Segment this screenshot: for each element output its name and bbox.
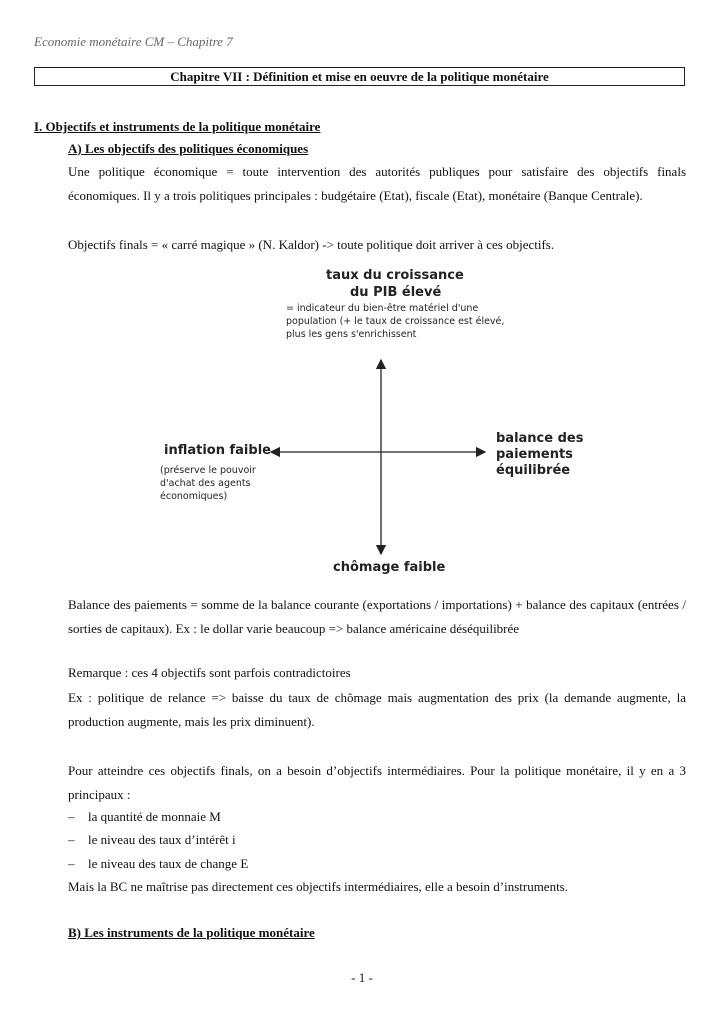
bullet-item bbox=[68, 856, 248, 872]
top-note-line1: = indicateur du bien-être matériel d'une bbox=[286, 303, 479, 314]
paragraph-balance-paiements: Balance des paiements = somme de la balance courante (exportations / importations) + balance des capitaux (entrées / sorties de capitaux). Ex : le dollar varie beaucoup => balance américaine déséquilibrée bbox=[68, 597, 686, 636]
paragraph-instruments: Mais la BC ne maîtrise pas directement ces objectifs intermédiaires, elle a besoin d’instruments. bbox=[68, 879, 568, 894]
bullet-item bbox=[68, 832, 236, 848]
top-note-line2: population (+ le taux de croissance est élevé, bbox=[286, 316, 505, 327]
example-paragraph: Ex : politique de relance => baisse du taux de chômage mais augmentation des prix (la demande augmente, la production augmente, mais les prix diminuent). bbox=[68, 690, 686, 729]
page-number: - 1 - bbox=[351, 970, 373, 985]
subsection-a-heading: A) Les objectifs des politiques économiques bbox=[68, 141, 309, 156]
top-label-line2: du PIB élevé bbox=[350, 285, 442, 300]
bullet-dash: – bbox=[68, 832, 75, 847]
paragraph-objectifs-intermediaires: Pour atteindre ces objectifs finals, on a besoin d’objectifs intermédiaires. Pour la politique monétaire, il y en a 3 principaux : bbox=[68, 763, 686, 802]
left-label: inflation faible bbox=[164, 443, 271, 458]
bottom-label: chômage faible bbox=[333, 560, 446, 575]
section-1-heading: I. Objectifs et instruments de la politique monétaire bbox=[34, 119, 321, 134]
bullet-text: le niveau des taux d’intérêt i bbox=[88, 832, 236, 847]
chapter-title: Chapitre VII : Définition et mise en oeuvre de la politique monétaire bbox=[34, 67, 685, 86]
right-label-line2: paiements bbox=[496, 447, 573, 462]
top-note-line3: plus les gens s'enrichissent bbox=[286, 329, 417, 340]
remark-line: Remarque : ces 4 objectifs sont parfois contradictoires bbox=[68, 665, 351, 680]
left-note-line3: économiques) bbox=[160, 491, 228, 502]
paragraph-objectifs-finals: Objectifs finals = « carré magique » (N. Kaldor) -> toute politique doit arriver à ces objectifs. bbox=[68, 237, 555, 252]
bullet-text: le niveau des taux de change E bbox=[88, 856, 249, 871]
right-label-line3: équilibrée bbox=[496, 463, 571, 478]
running-header: Economie monétaire CM – Chapitre 7 bbox=[34, 34, 233, 49]
bullet-item bbox=[68, 809, 221, 825]
top-label-line1: taux du croissance bbox=[326, 268, 464, 283]
bullet-dash: – bbox=[68, 809, 75, 824]
bullet-dash: – bbox=[68, 856, 75, 871]
left-note-line1: (préserve le pouvoir bbox=[160, 465, 256, 476]
right-label-line1: balance des bbox=[496, 431, 584, 446]
left-note-line2: d'achat des agents bbox=[160, 478, 251, 489]
paragraph-definition: Une politique économique = toute intervention des autorités publiques pour satisfaire des objectifs finals économiques. Il y a trois politiques principales : budgétaire (Etat), fiscale (Etat), monétaire (Banque Centrale). bbox=[68, 164, 686, 203]
bullet-text: la quantité de monnaie M bbox=[88, 809, 221, 824]
subsection-b-heading: B) Les instruments de la politique monétaire bbox=[68, 925, 315, 940]
magic-square-diagram bbox=[150, 265, 600, 580]
